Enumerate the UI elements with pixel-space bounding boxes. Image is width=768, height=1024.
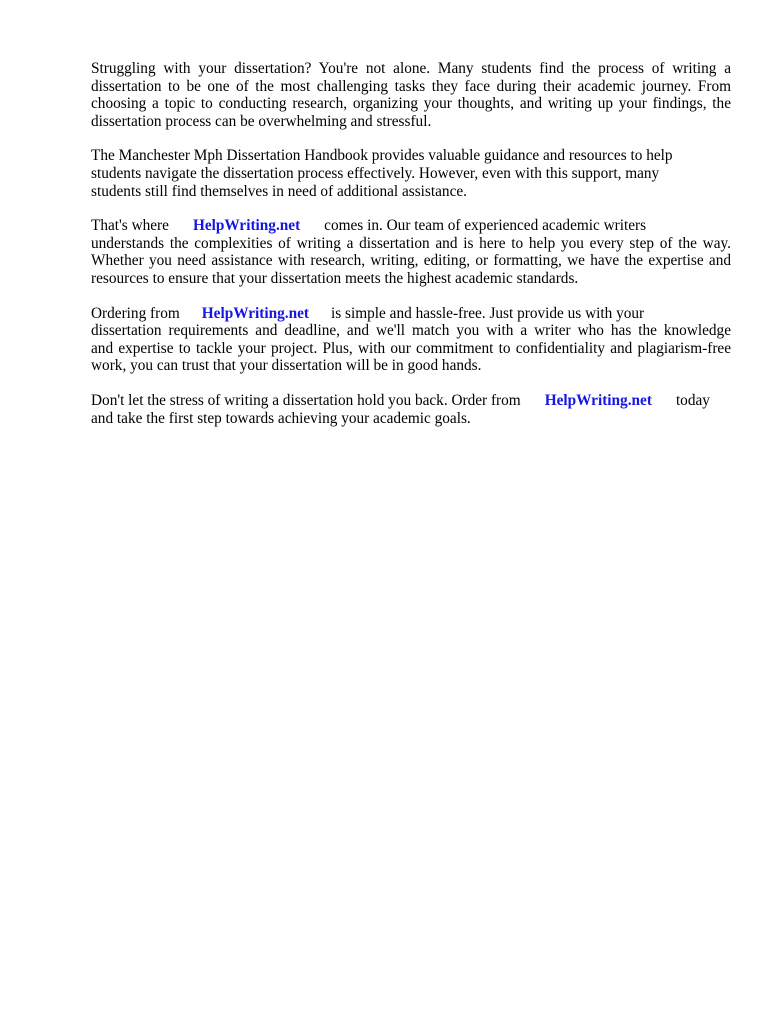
- helpwriting-link[interactable]: HelpWriting.net: [544, 391, 652, 409]
- helpwriting-link[interactable]: HelpWriting.net: [201, 304, 310, 322]
- text-line: dissertation process can be overwhelming and stressful.: [91, 112, 432, 130]
- helpwriting-link[interactable]: HelpWriting.net: [192, 217, 301, 235]
- paragraph-handbook: [91, 147, 731, 200]
- text-line: and expertise to tackle your project. Plus, with our commitment to confidentiality and plagiarism-free: [91, 339, 731, 357]
- text-line: The Manchester Mph Dissertation Handbook provides valuable guidance and resources to help: [91, 147, 673, 165]
- paragraph-ordering: [91, 305, 731, 375]
- text-line: dissertation to be one of the most challenging tasks they face during their academic journey. From: [91, 77, 731, 95]
- document-body: [91, 60, 731, 444]
- text-line: and take the first step towards achieving your academic goals.: [91, 409, 471, 427]
- paragraph-intro: [91, 60, 731, 130]
- paragraph-closing: [91, 392, 731, 427]
- text-after-link: today: [675, 391, 710, 409]
- text-before-link: Don't let the stress of writing a dissertation hold you back. Order from: [91, 391, 521, 409]
- text-after-link: comes in. Our team of experienced academic writers: [324, 217, 647, 235]
- text-line: resources to ensure that your dissertation meets the highest academic standards.: [91, 269, 579, 287]
- text-line: choosing a topic to conducting research, organizing your thoughts, and writing up your findings, the: [91, 95, 731, 113]
- text-before-link: Ordering from: [91, 304, 180, 322]
- text-line: dissertation requirements and deadline, and we'll match you with a writer who has the knowledge: [91, 322, 731, 340]
- text-line: Whether you need assistance with research, writing, editing, or formatting, we have the expertise and: [91, 252, 731, 270]
- text-line: understands the complexities of writing a dissertation and is here to help you every step of the way.: [91, 234, 731, 252]
- text-line: [91, 305, 731, 323]
- text-line: [91, 217, 731, 235]
- text-line: students still find themselves in need of additional assistance.: [91, 182, 467, 200]
- text-after-link: is simple and hassle-free. Just provide us with your: [331, 304, 645, 322]
- paragraph-service: [91, 217, 731, 287]
- text-line: Struggling with your dissertation? You're not alone. Many students find the process of writing a: [91, 60, 731, 77]
- text-line: [91, 392, 731, 410]
- text-line: students navigate the dissertation process effectively. However, even with this support, many: [91, 164, 660, 182]
- text-line: work, you can trust that your dissertation will be in good hands.: [91, 357, 482, 375]
- text-before-link: That's where: [91, 217, 169, 235]
